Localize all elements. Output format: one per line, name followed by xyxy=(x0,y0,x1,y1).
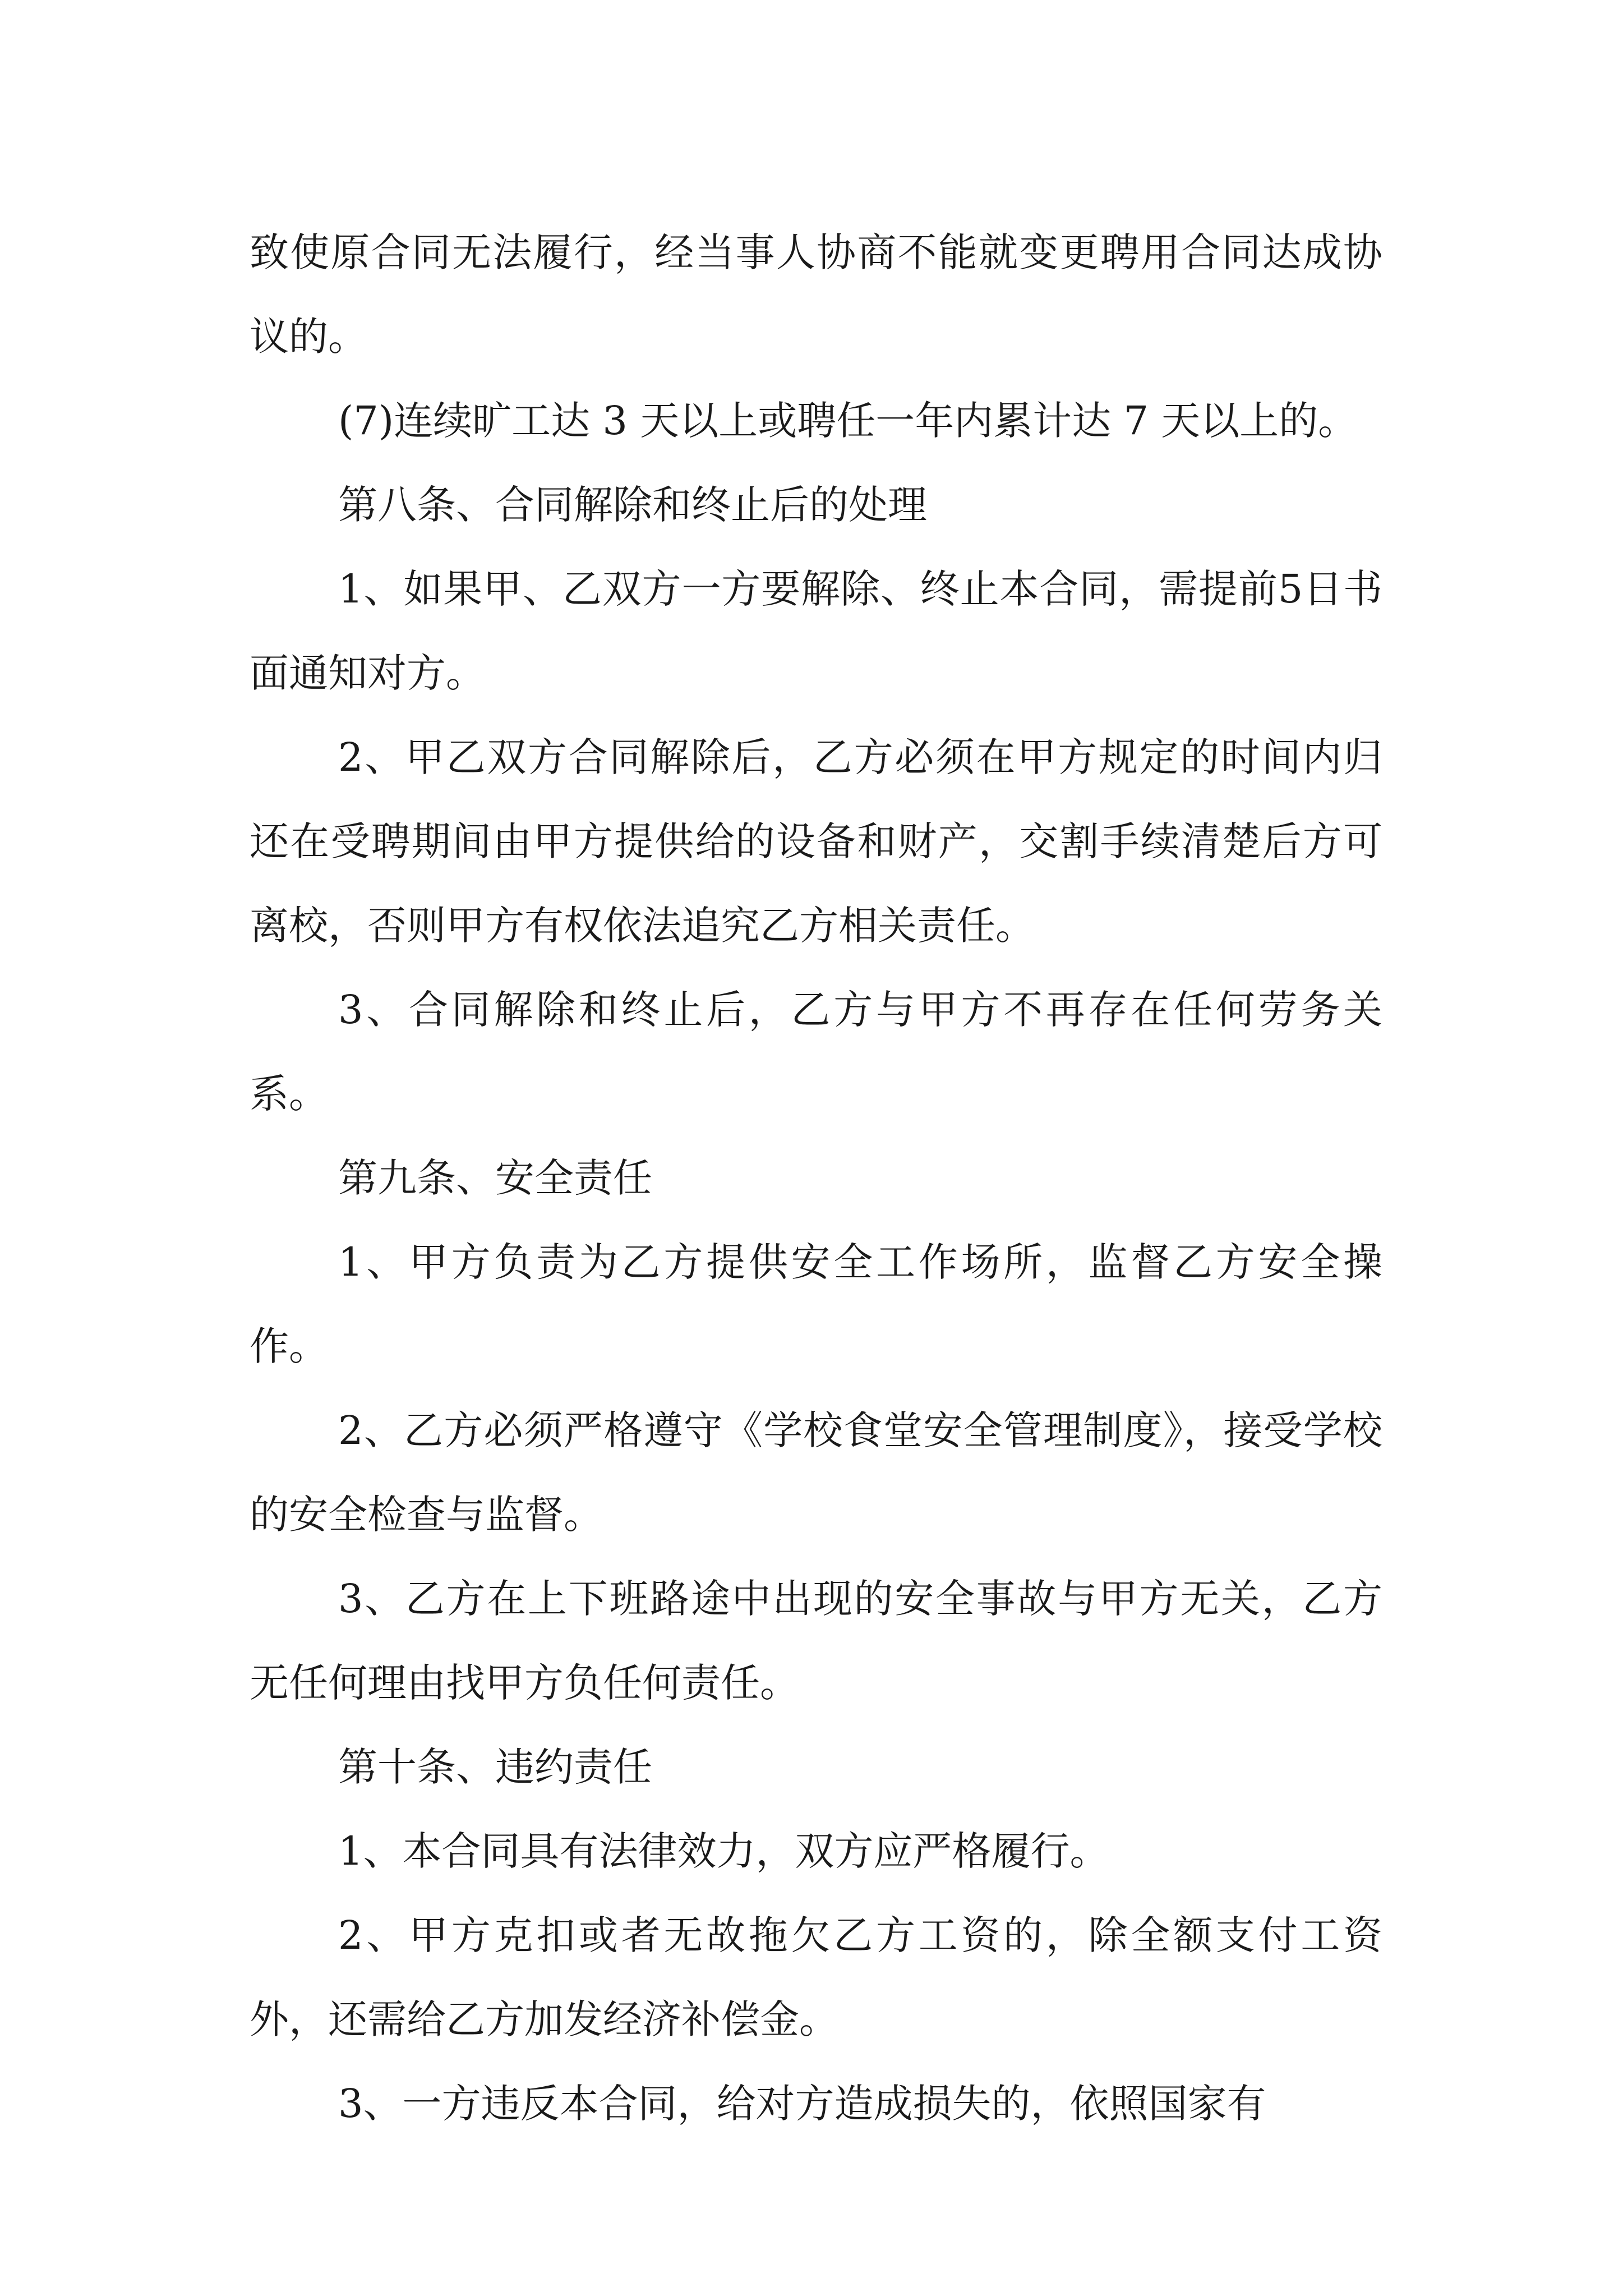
article-10-item-3: 3、一方违反本合同，给对方造成损失的，依照国家有 xyxy=(338,2081,1266,2127)
article-8-item-3: 3、合同解除和终止后，乙方与甲方不再存在任何劳务关系。 xyxy=(250,987,1382,1117)
paragraph-clause-7: (7)连续旷工达 3 天以上或聘任一年内累计达 7 天以上的。 xyxy=(338,398,1358,444)
article-9-item-2: 2、乙方必须严格遵守《学校食堂安全管理制度》，接受学校的安全检查与监督。 xyxy=(250,1407,1382,1538)
document-body xyxy=(250,210,1382,2146)
article-8-item-1: 1、如果甲、乙双方一方要解除、终止本合同，需提前5日书面通知对方。 xyxy=(250,566,1382,696)
article-8-item-2: 2、甲乙双方合同解除后，乙方必须在甲方规定的时间内归还在受聘期间由甲方提供给的设备和财产，交割手续清楚后方可离校，否则甲方有权依法追究乙方相关责任。 xyxy=(250,734,1382,949)
article-8-heading: 第八条、合同解除和终止后的处理 xyxy=(338,482,927,528)
article-9-item-1: 1、甲方负责为乙方提供安全工作场所，监督乙方安全操作。 xyxy=(250,1239,1382,1369)
article-10-item-2: 2、甲方克扣或者无故拖欠乙方工资的，除全额支付工资外，还需给乙方加发经济补偿金。 xyxy=(250,1912,1382,2042)
article-10-heading: 第十条、违约责任 xyxy=(338,1744,652,1790)
paragraph-continuation: 致使原合同无法履行，经当事人协商不能就变更聘用合同达成协议的。 xyxy=(250,229,1382,360)
article-10-item-1: 1、本合同具有法律效力，双方应严格履行。 xyxy=(338,1828,1109,1874)
article-9-item-3: 3、乙方在上下班路途中出现的安全事故与甲方无关，乙方无任何理由找甲方负任何责任。 xyxy=(250,1576,1382,1706)
article-9-heading: 第九条、安全责任 xyxy=(338,1155,652,1201)
